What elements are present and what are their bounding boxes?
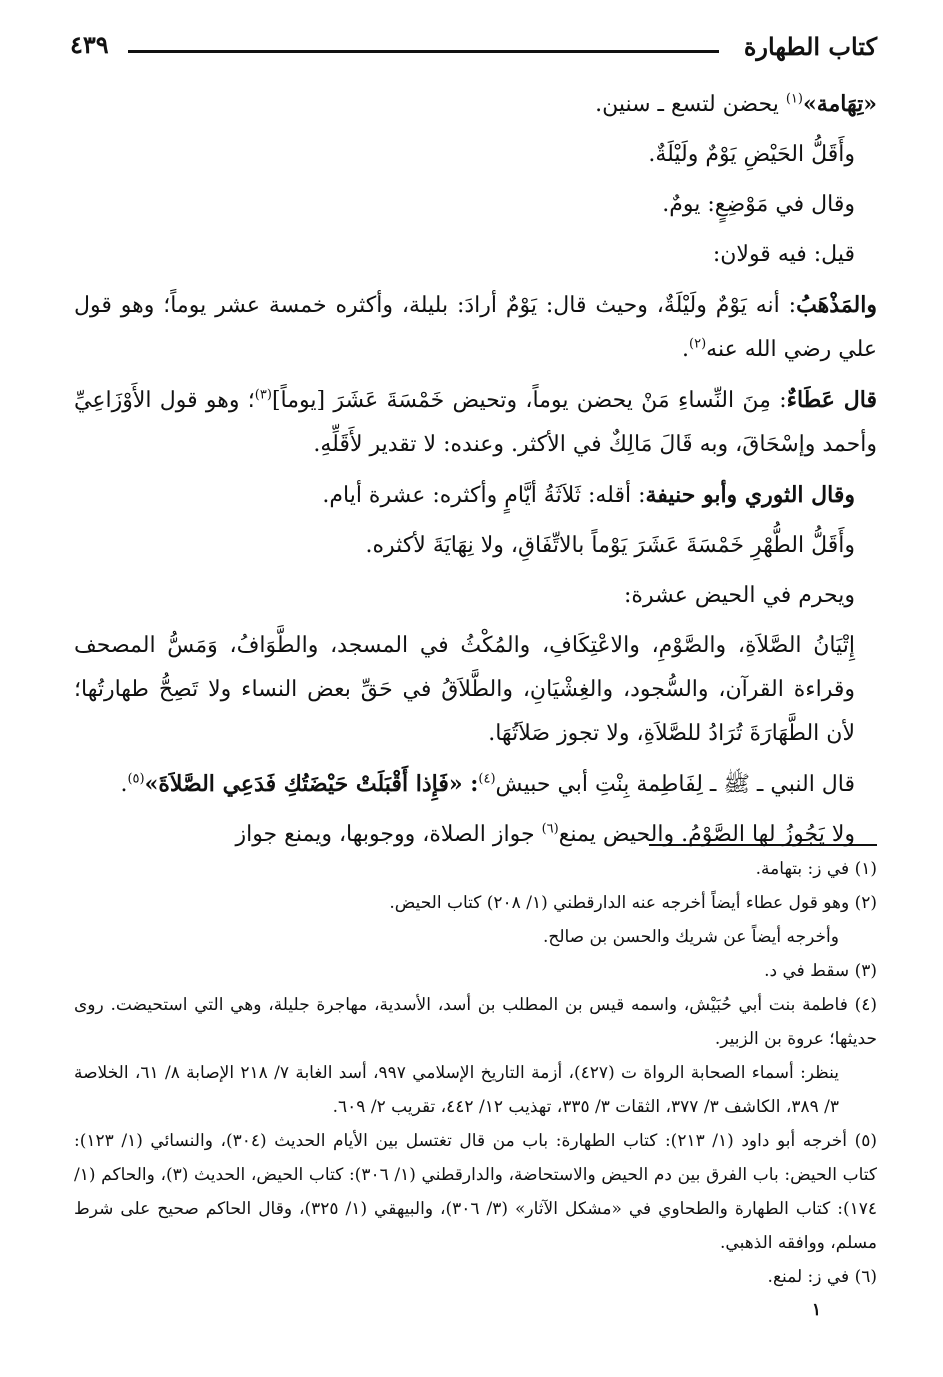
signature-mark: ١	[811, 1300, 821, 1320]
paragraph: إِتْيَانُ الصَّلاَةِ، والصَّوْمِ، والاعْتِكَافِ، والمُكْثُ في المسجد، والطَّوَافُ، وَمَسُّ المصحف وقراءة القرآن، والسُّجود، والغِشْيَانِ، والطَّلاَقُ في حَقِّ بعض النساء ولا تَصِحُّ طهارتُها؛ لأن الطَّهَارَةَ تُرَادُ للصَّلاَةِ، ولا تجوز صَلاَتُهَا.	[74, 633, 855, 746]
text-run: ؛ وهو قول الأَوْزَاعِيِّ وأحمد وإسْحَاقَ، وبه قَالَ مَالِكٌ في الأكثر. وعنده: لا تقدير لأَقَلِّهِ.	[74, 388, 877, 457]
footnote: (٣) سقط في د.	[764, 961, 877, 981]
paragraph	[74, 762, 877, 807]
footnote: (٤) فاطمة بنت أبي حُبَيْش، واسمه قيس بن المطلب بن أسد، الأسدية، مهاجرة جليلة، وهي التي استحيضت. روى حديثها؛ عروة بن الزبير.	[74, 995, 877, 1049]
paragraph: قيل: فيه قولان:	[712, 242, 855, 267]
paragraph: ويحرم في الحيض عشرة:	[624, 583, 855, 608]
header-rule	[128, 50, 719, 53]
text-run: .	[120, 772, 128, 797]
text-run: جواز الصلاة، ووجوبها، ويمنع جواز	[235, 822, 542, 847]
footnote-ref: (٣)	[254, 387, 272, 403]
text-run: قال النبي ـ ﷺ ـ لِفَاطِمة بِنْتِ أبي حبيش	[495, 772, 855, 797]
footnote-ref: (٥)	[127, 771, 145, 787]
text-run: ولا يَجُوزُ لها الصَّوْمُ. والحيض يمنع	[558, 822, 855, 847]
text-run: وقال الثوري وأبو حنيفة	[645, 482, 855, 508]
main-text	[74, 82, 877, 863]
footnote-ref: (٢)	[689, 336, 707, 352]
text-run: والمَذْهَبُ	[796, 292, 877, 318]
footnote: (٥) أخرجه أبو داود (١/ ٢١٣): كتاب الطهارة: باب من قال تغتسل بين الأيام الحديث (٣٠٤)، والنسائي (١/ ١٢٣): كتاب الحيض: باب الفرق بين دم الحيض والاستحاضة، والدارقطني (١/ ٣٠٦): كتاب الحيض، الحديث (٣)، والحاكم (١/ ١٧٤): كتاب الطهارة والطحاوي في «مشكل الآثار» (٣/ ٣٠٦)، والبيهقي (١/ ٣٢٥)، وقال الحاكم صحيح على شرط مسلم، ووافقه الذهبي.	[74, 1131, 877, 1253]
text-run: .	[682, 337, 690, 362]
footnote-continuation: وأخرجه أيضاً عن شريك والحسن بن صالح.	[542, 927, 839, 947]
footnote-ref: (٦)	[541, 821, 559, 837]
footnote: (١) في ز: بتهامة.	[755, 859, 877, 879]
paragraph: وأَقَلُّ الطُّهْرِ خَمْسَةَ عَشَرَ يَوْماً بالاتِّفَاقِ، ولا نِهَايَةَ لأكثره.	[365, 533, 855, 558]
footnote-ref: (١)	[785, 91, 803, 107]
text-run: : مِنَ النِّساءِ مَنْ يحضن يوماً، وتحيض خَمْسَةَ عَشَرَ [يوماً]	[271, 388, 787, 413]
book-title: كتاب الطهارة	[743, 32, 877, 61]
paragraph	[74, 813, 877, 857]
text-run: يحضن لتسع ـ سنين.	[595, 92, 786, 117]
text-run: «تِهَامة»	[802, 91, 877, 117]
footnotes	[74, 852, 877, 1294]
page-number: ٤٣٩	[70, 30, 109, 59]
text-run: : أنه يَوْمٌ ولَيْلَةٌ، وحيث قال: يَوْمٌ أرادَ: بليلة، وأكثره خمسة عشر يوماً؛ وهو قول علي رضي الله عنه	[74, 293, 877, 362]
text-run: : «فَإِذا أَقْبَلَتْ حَيْضَتُكِ فَدَعِي الصَّلاَةَ»	[144, 771, 479, 797]
paragraph: وأَقَلُّ الحَيْضِ يَوْمٌ ولَيْلَةٌ.	[648, 142, 855, 167]
footnote: (٢) وهو قول عطاء أيضاً أخرجه عنه الدارقطني (١/ ٢٠٨) كتاب الحيض.	[389, 893, 877, 913]
footnote-ref: (٤)	[478, 771, 496, 787]
text-run: قال عَطَاءٌ	[786, 387, 877, 413]
paragraph	[74, 283, 877, 372]
paragraph	[74, 473, 877, 518]
paragraph	[74, 378, 877, 467]
footnote-separator	[649, 844, 877, 846]
page-header	[70, 30, 877, 70]
paragraph	[74, 82, 877, 127]
paragraph: وقال في مَوْضِعٍ: يومٌ.	[662, 192, 855, 217]
footnote: (٦) في ز: لمنع.	[767, 1267, 877, 1287]
footnote-continuation: ينظر: أسماء الصحابة الرواة ت (٤٢٧)، أزمة التاريخ الإسلامي ٩٩٧، أسد الغابة ٧/ ٢١٨ الإصابة ٨/ ٦١، الخلاصة ٣/ ٣٨٩، الكاشف ٣/ ٣٧٧، الثقات ٣/ ٣٣٥، تهذيب ١٢/ ٤٤٢، تقريب ٢/ ٦٠٩.	[74, 1063, 839, 1117]
text-run: : أقله: ثَلاَثَةُ أيَّامٍ وأكثره: عشرة أيام.	[322, 483, 646, 508]
